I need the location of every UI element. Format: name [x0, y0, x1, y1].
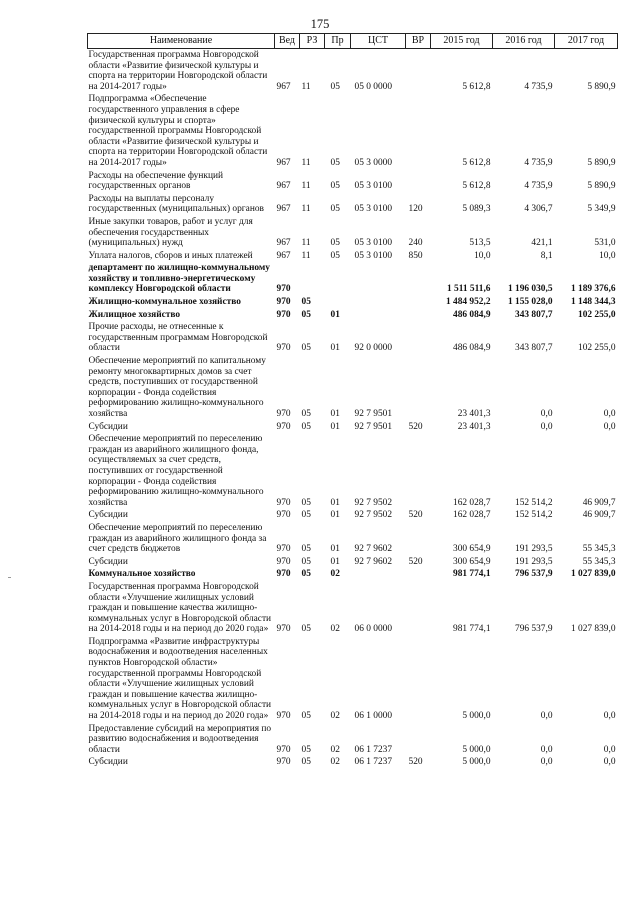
cell-cst — [351, 568, 406, 581]
cell-2017: 1 189 376,6 — [570, 284, 616, 295]
cell-rz: 11 — [301, 81, 311, 92]
cell-2015: 486 084,9 — [453, 343, 491, 354]
cell-ved: 967 — [276, 81, 291, 92]
cell-pr: 02 — [330, 757, 340, 768]
table-row — [88, 421, 618, 434]
cell-pr: 01 — [330, 343, 340, 354]
cell-2017: 46 909,7 — [582, 510, 616, 521]
table-row — [88, 556, 618, 569]
cell-rz: 05 — [301, 556, 311, 567]
cell-2015: 5 000,0 — [462, 711, 491, 722]
cell-vr: 520 — [408, 421, 423, 432]
cell-ved: 970 — [276, 624, 291, 635]
cell-vr — [406, 522, 431, 556]
cell-pr: 01 — [330, 556, 340, 567]
table-row — [88, 193, 618, 216]
cell-2015: 300 654,9 — [453, 556, 491, 567]
cell-2017: 5 349,9 — [587, 204, 616, 215]
cell-pr: 01 — [330, 497, 340, 508]
cell-rz: 05 — [301, 510, 311, 521]
cell-ved: 967 — [276, 181, 291, 192]
cell-rz: 05 — [301, 744, 311, 755]
cell-rz: 05 — [301, 297, 311, 308]
cell-name: Подпрограмма «Обеспечение государственного управления в сфере физической культуры и спорта» государственной программы Новгородской области «Развитие физической культуры и спорта на территории Новгородской области на 2014-2017 годы» — [88, 94, 268, 168]
cell-2016: 796 537,9 — [515, 624, 553, 635]
cell-vr: 520 — [408, 510, 423, 521]
cell-2015: 5 000,0 — [462, 744, 491, 755]
cell-2016: 0,0 — [540, 421, 553, 432]
cell-name: Прочие расходы, не отнесенные к государственным программам Новгородской области — [88, 322, 268, 354]
cell-vr — [406, 309, 431, 322]
cell-2016: 4 735,9 — [524, 181, 553, 192]
cell-2016: 421,1 — [531, 238, 553, 249]
cell-ved: 970 — [276, 409, 291, 419]
cell-rz: 11 — [301, 204, 311, 215]
cell-ved: 970 — [276, 497, 291, 508]
cell-pr: 01 — [330, 309, 340, 320]
cell-vr — [406, 568, 431, 581]
cell-2017: 0,0 — [603, 421, 616, 432]
cell-2017: 102 255,0 — [578, 343, 616, 354]
cell-name: Расходы на выплаты персоналу государственных (муниципальных) органов — [88, 193, 264, 215]
cell-cst: 92 7 9502 — [354, 497, 392, 508]
budget-table — [87, 33, 618, 769]
cell-name: Субсидии — [88, 421, 128, 432]
table-row — [88, 296, 618, 309]
col-header-ved: Вед — [275, 34, 300, 49]
cell-rz: 11 — [301, 181, 311, 192]
cell-pr: 02 — [330, 569, 340, 580]
table-row — [88, 636, 618, 723]
cell-name: Предоставление субсидий на мероприятия по развитию водоснабжения и водоотведения области — [88, 723, 272, 755]
cell-2016: 191 293,5 — [515, 556, 553, 567]
cell-vr — [406, 262, 431, 296]
cell-2016: 0,0 — [540, 409, 553, 419]
cell-rz: 05 — [301, 497, 311, 508]
cell-vr: 120 — [408, 204, 423, 215]
cell-ved: 970 — [276, 309, 291, 320]
cell-2017: 0,0 — [603, 757, 616, 768]
cell-cst: 05 3 0000 — [354, 157, 392, 168]
cell-cst: 05 0 0000 — [354, 81, 392, 92]
cell-2017: 0,0 — [603, 711, 616, 722]
col-header-pr: Пр — [325, 34, 351, 49]
cell-vr — [406, 296, 431, 309]
cell-pr: 05 — [330, 81, 340, 92]
table-row — [88, 723, 618, 757]
cell-rz: 05 — [301, 544, 311, 555]
cell-vr: 240 — [408, 238, 423, 249]
cell-pr: 01 — [330, 421, 340, 432]
cell-name: Государственная программа Новгородской области «Улучшение жилищных условий граждан и повышение качества жилищно-коммунальных услуг в Новгородской области на 2014-2018 годы и на период до 2020 года» — [88, 581, 272, 635]
cell-rz: 11 — [301, 238, 311, 249]
cell-ved: 970 — [276, 343, 291, 354]
cell-vr — [406, 321, 431, 355]
cell-name: Обеспечение мероприятий по капитальному ремонту многоквартирных домов за счет средств, поступивших от государственной корпорации - Фонда содействия реформированию жилищно-коммунального хозяйства — [88, 356, 266, 419]
cell-cst: 06 1 7237 — [354, 757, 392, 768]
table-row — [88, 250, 618, 263]
cell-2015: 486 084,9 — [453, 309, 491, 320]
cell-2016: 152 514,2 — [515, 510, 553, 521]
cell-rz: 05 — [301, 309, 311, 320]
table-row — [88, 216, 618, 250]
cell-ved: 970 — [276, 569, 291, 580]
cell-cst: 05 3 0100 — [354, 250, 392, 261]
cell-rz: 05 — [301, 711, 311, 722]
table-row — [88, 509, 618, 522]
cell-vr — [406, 433, 431, 509]
cell-name: Обеспечение мероприятий по переселению граждан из аварийного жилищного фонда за счет средств бюджетов — [88, 522, 267, 555]
cell-2015: 23 401,3 — [457, 409, 491, 419]
table-row — [88, 433, 618, 509]
cell-rz: 05 — [301, 343, 311, 354]
cell-name: Жилищно-коммунальное хозяйство — [88, 297, 241, 308]
cell-2015: 5 000,0 — [462, 757, 491, 768]
cell-2015: 23 401,3 — [457, 421, 491, 432]
cell-2016: 4 735,9 — [524, 81, 553, 92]
cell-2017: 1 027 839,0 — [570, 624, 616, 635]
cell-2016: 4 306,7 — [524, 204, 553, 215]
cell-pr: 02 — [330, 624, 340, 635]
cell-cst — [351, 309, 406, 322]
cell-2016: 1 155 028,0 — [507, 297, 553, 308]
cell-cst: 06 1 0000 — [354, 711, 392, 722]
cell-2015: 162 028,7 — [453, 497, 491, 508]
cell-2015: 5 612,8 — [462, 181, 491, 192]
cell-vr — [406, 170, 431, 193]
table-row — [88, 49, 618, 94]
cell-name: Субсидии — [88, 556, 128, 567]
cell-2015: 1 484 952,2 — [445, 297, 491, 308]
cell-pr: 05 — [330, 204, 340, 215]
cell-vr — [406, 355, 431, 421]
cell-2015: 981 774,1 — [453, 624, 491, 635]
cell-vr — [406, 49, 431, 94]
cell-vr: 850 — [408, 250, 423, 261]
cell-2015: 5 089,3 — [462, 204, 491, 215]
cell-name: Расходы на обеспечение функций государственных органов — [88, 170, 223, 192]
col-header-2016: 2016 год — [493, 34, 555, 49]
cell-2016: 0,0 — [540, 711, 553, 722]
cell-2016: 8,1 — [540, 250, 553, 261]
page-number: 175 — [310, 17, 330, 31]
cell-ved: 970 — [276, 510, 291, 521]
cell-2015: 5 612,8 — [462, 81, 491, 92]
cell-ved: 970 — [276, 284, 291, 295]
col-header-2017: 2017 год — [555, 34, 618, 49]
cell-pr: 01 — [330, 510, 340, 521]
cell-name: Субсидии — [88, 757, 128, 768]
cell-pr: 05 — [330, 238, 340, 249]
cell-2017: 5 890,9 — [587, 157, 616, 168]
cell-2016: 152 514,2 — [515, 497, 553, 508]
cell-cst — [351, 262, 406, 296]
margin-mark — [8, 577, 11, 578]
cell-2017: 0,0 — [603, 744, 616, 755]
cell-2015: 300 654,9 — [453, 544, 491, 555]
cell-rz: 05 — [301, 421, 311, 432]
cell-2015: 1 511 511,6 — [447, 284, 491, 295]
cell-name: Уплата налогов, сборов и иных платежей — [88, 250, 253, 261]
cell-pr: 01 — [330, 409, 340, 419]
cell-rz: 05 — [301, 624, 311, 635]
cell-ved: 967 — [276, 204, 291, 215]
cell-name: Коммунальное хозяйство — [88, 569, 196, 580]
cell-2017: 1 027 839,0 — [570, 569, 616, 580]
cell-2015: 981 774,1 — [453, 569, 491, 580]
table-row — [88, 355, 618, 421]
cell-2016: 343 807,7 — [515, 309, 553, 320]
cell-rz — [300, 262, 325, 296]
col-header-rz: РЗ — [300, 34, 325, 49]
cell-2017: 55 345,3 — [582, 544, 616, 555]
cell-name: Подпрограмма «Развитие инфраструктуры водоснабжения и водоотведения населенных пунктов Новгородской области» государственной программы Новгородской области «Улучшение жилищных условий граждан и повышение качества жилищно-коммунальных услуг в Новгородской области на 2014-2018 годы и на период до 2020 года» — [88, 636, 272, 722]
cell-pr: 05 — [330, 250, 340, 261]
cell-vr — [406, 581, 431, 636]
cell-ved: 970 — [276, 711, 291, 722]
cell-cst: 92 7 9602 — [354, 556, 392, 567]
cell-ved: 970 — [276, 556, 291, 567]
col-header-2015: 2015 год — [431, 34, 493, 49]
cell-vr: 520 — [408, 556, 423, 567]
table-header-row — [88, 34, 618, 49]
cell-2015: 513,5 — [469, 238, 491, 249]
cell-2017: 531,0 — [594, 238, 616, 249]
table-row — [88, 170, 618, 193]
cell-rz: 05 — [301, 757, 311, 768]
cell-pr: 05 — [330, 181, 340, 192]
cell-2017: 55 345,3 — [582, 556, 616, 567]
cell-rz: 05 — [301, 409, 311, 419]
cell-pr: 02 — [330, 711, 340, 722]
cell-cst: 06 1 7237 — [354, 744, 392, 755]
cell-2016: 796 537,9 — [515, 569, 553, 580]
cell-name: Обеспечение мероприятий по переселению граждан из аварийного жилищного фонда, осуществляемых за счет средств, поступивших от государственной корпорации - Фонда содействия реформированию жилищно-коммунального хозяйства — [88, 434, 264, 508]
cell-2017: 0,0 — [603, 409, 616, 419]
cell-vr — [406, 93, 431, 169]
cell-ved: 967 — [276, 250, 291, 261]
col-header-cst: ЦСТ — [351, 34, 406, 49]
cell-rz: 05 — [301, 569, 311, 580]
cell-2016: 4 735,9 — [524, 157, 553, 168]
cell-cst: 05 3 0100 — [354, 204, 392, 215]
cell-cst: 92 7 9502 — [354, 510, 392, 521]
cell-vr — [406, 723, 431, 757]
cell-name: Иные закупки товаров, работ и услуг для обеспечения государственных (муниципальных) нужд — [88, 216, 253, 249]
cell-vr — [406, 636, 431, 723]
col-header-vr: ВР — [406, 34, 431, 49]
cell-cst: 05 3 0100 — [354, 181, 392, 192]
table-row — [88, 309, 618, 322]
cell-pr: 01 — [330, 544, 340, 555]
cell-ved: 970 — [276, 757, 291, 768]
cell-cst — [351, 296, 406, 309]
cell-vr: 520 — [408, 757, 423, 768]
cell-2017: 1 148 344,3 — [570, 297, 616, 308]
cell-2017: 10,0 — [599, 250, 616, 261]
table-row — [88, 568, 618, 581]
cell-cst: 92 7 9501 — [354, 421, 392, 432]
table-row — [88, 93, 618, 169]
cell-pr — [325, 262, 351, 296]
cell-cst: 92 7 9602 — [354, 544, 392, 555]
cell-cst: 06 0 0000 — [354, 624, 392, 635]
table-row — [88, 522, 618, 556]
cell-2017: 5 890,9 — [587, 181, 616, 192]
cell-ved: 970 — [276, 544, 291, 555]
table-row — [88, 756, 618, 769]
cell-name: департамент по жилищно-коммунальному хозяйству и топливно-энергетическому комплексу Новгородской области — [88, 263, 270, 295]
cell-2016: 0,0 — [540, 744, 553, 755]
cell-name: Государственная программа Новгородской области «Развитие физической культуры и спорта на территории Новгородской области на 2014-2017 годы» — [88, 50, 268, 92]
cell-2016: 1 196 030,5 — [507, 284, 553, 295]
cell-2017: 5 890,9 — [587, 81, 616, 92]
col-header-name: Наименование — [88, 34, 275, 49]
cell-2017: 102 255,0 — [578, 309, 616, 320]
cell-2015: 5 612,8 — [462, 157, 491, 168]
cell-cst: 05 3 0100 — [354, 238, 392, 249]
cell-2017: 46 909,7 — [582, 497, 616, 508]
cell-pr: 05 — [330, 157, 340, 168]
cell-rz: 11 — [301, 250, 311, 261]
cell-2016: 191 293,5 — [515, 544, 553, 555]
cell-ved: 970 — [276, 421, 291, 432]
cell-ved: 967 — [276, 238, 291, 249]
cell-ved: 970 — [276, 297, 291, 308]
cell-2016: 343 807,7 — [515, 343, 553, 354]
cell-name: Субсидии — [88, 510, 128, 521]
cell-2016: 0,0 — [540, 757, 553, 768]
cell-pr — [325, 296, 351, 309]
cell-2015: 162 028,7 — [453, 510, 491, 521]
cell-2015: 10,0 — [474, 250, 491, 261]
table-body — [88, 49, 618, 770]
table-row — [88, 581, 618, 636]
table-row — [88, 262, 618, 296]
cell-ved: 970 — [276, 744, 291, 755]
cell-ved: 967 — [276, 157, 291, 168]
cell-cst: 92 7 9501 — [354, 409, 392, 419]
table-row — [88, 321, 618, 355]
cell-rz: 11 — [301, 157, 311, 168]
cell-pr: 02 — [330, 744, 340, 755]
cell-cst: 92 0 0000 — [354, 343, 392, 354]
cell-name: Жилищное хозяйство — [88, 309, 181, 320]
